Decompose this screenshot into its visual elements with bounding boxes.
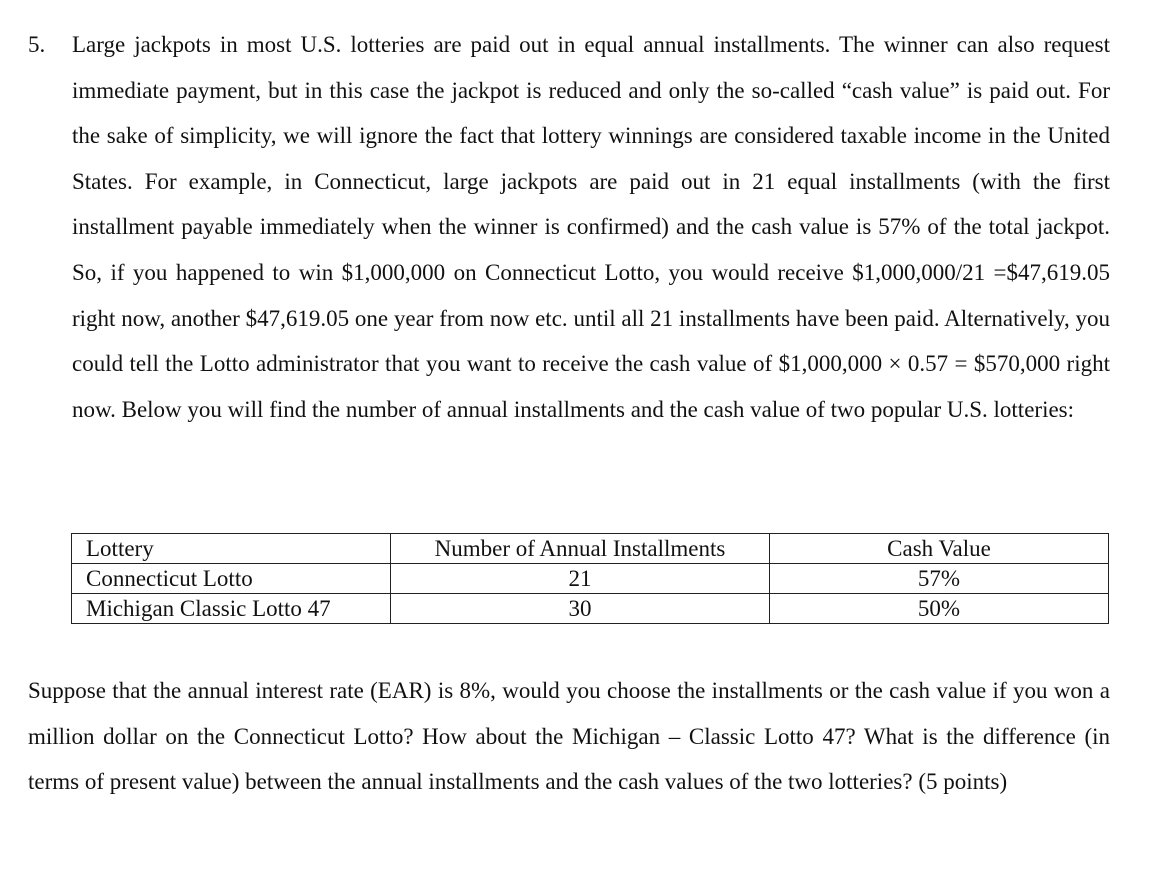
question-paragraph: Suppose that the annual interest rate (EAR) is 8%, would you choose the installments or the cash value if you won a million dollar on the Connecticut Lotto? How about the Michigan – Classic Lotto 47? What is the difference (in terms of present value) between the annual installments and the cash values of the two lotteries? (5 points) (28, 678, 1110, 795)
problem-5 (28, 22, 1110, 432)
problem-paragraph: Large jackpots in most U.S. lotteries are paid out in equal annual installments. The winner can also request immediate payment, but in this case the jackpot is reduced and only the so-called “cash value” is paid out. For the sake of simplicity, we will ignore the fact that lottery winnings are considered taxable income in the United States. For example, in Connecticut, large jackpots are paid out in 21 equal installments (with the first installment payable immediately when the winner is confirmed) and the cash value is 57% of the total jackpot. So, if you happened to win $1,000,000 on Connecticut Lotto, you would receive $1,000,000/21 =$47,619.05 right now, another $47,619.05 one year from now etc. until all 21 installments have been paid. Alternatively, you could tell the Lotto administrator that you want to receive the cash value of $1,000,000 × 0.57 = $570,000 right now. Below you will find the number of annual installments and the cash value of two popular U.S. lotteries: (72, 32, 1110, 422)
header-lottery: Lottery (72, 534, 391, 564)
table-row (72, 594, 1109, 624)
lottery-table (71, 533, 1109, 624)
header-cash-value: Cash Value (770, 534, 1109, 564)
problem-number: 5. (28, 32, 46, 57)
header-installments: Number of Annual Installments (391, 534, 770, 564)
cell-installments: 30 (391, 594, 770, 624)
cell-lottery: Michigan Classic Lotto 47 (72, 594, 391, 624)
table-row (72, 564, 1109, 594)
cell-cash-value: 57% (770, 564, 1109, 594)
cell-lottery: Connecticut Lotto (72, 564, 391, 594)
cell-cash-value: 50% (770, 594, 1109, 624)
cell-installments: 21 (391, 564, 770, 594)
table-header-row (72, 534, 1109, 564)
